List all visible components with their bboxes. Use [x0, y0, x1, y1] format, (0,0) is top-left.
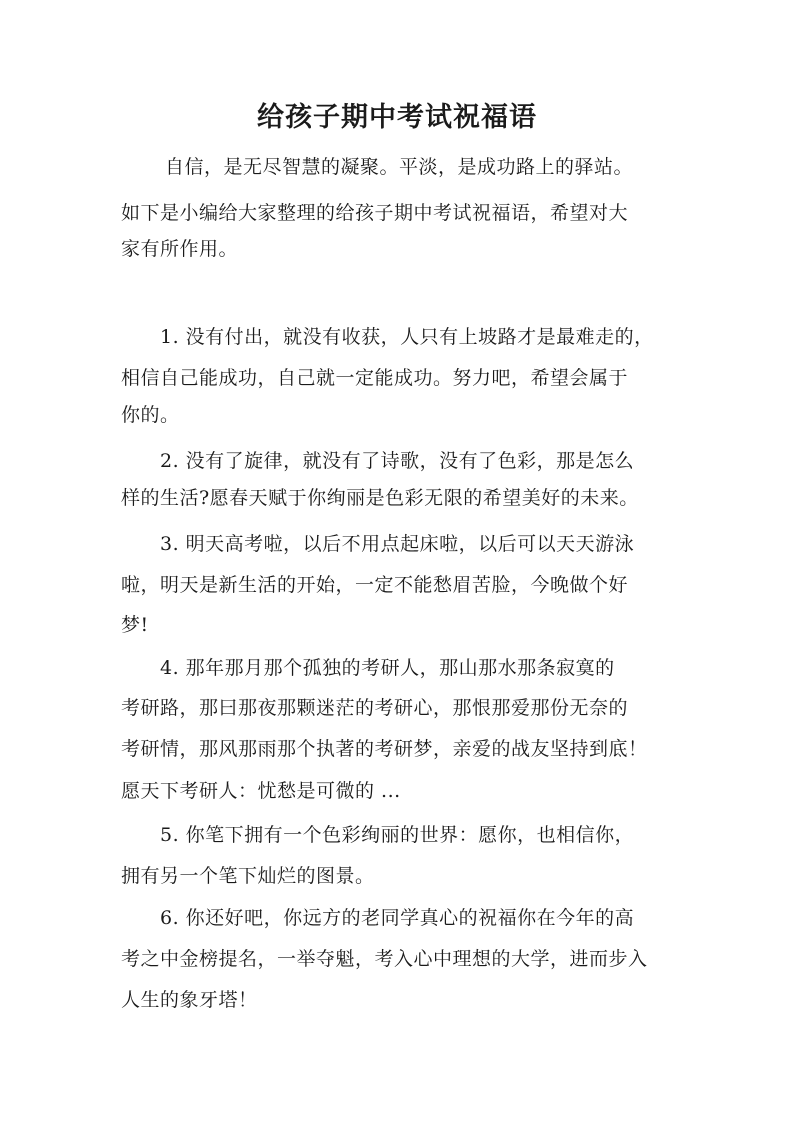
page-title: 给孩子期中考试祝福语: [257, 102, 537, 133]
list-item-line: 5. 你笔下拥有一个色彩绚丽的世界：愿你，也相信你，: [160, 824, 635, 846]
intro-line: 家有所作用。: [121, 238, 239, 260]
list-item-line: 样的生活?愿春天赋于你绚丽是色彩无限的希望美好的未来。: [121, 487, 639, 509]
list-item-line: 考研路，那曰那夜那颗迷茫的考研心，那恨那爱那份无奈的: [121, 697, 629, 719]
list-item-line: 3. 明天高考啦，以后不用点起床啦，以后可以天天游泳: [160, 533, 635, 555]
list-item-line: 1. 没有付出，就没有收获，人只有上坡路才是最难走的，: [160, 326, 654, 348]
list-item-line: 拥有另一个笔下灿烂的图景。: [121, 865, 375, 887]
list-item-line: 考之中金榜提名，一举夺魁，考入心中理想的大学，进而步入: [121, 948, 648, 970]
list-item-line: 你的。: [121, 404, 180, 426]
list-item-line: 梦!: [121, 614, 149, 636]
list-item-line: 6. 你还好吧，你远方的老同学真心的祝福你在今年的高: [160, 907, 635, 929]
list-item-line: 愿天下考研人：忧愁是可微的 ...: [121, 780, 401, 802]
list-item-line: 4. 那年那月那个孤独的考研人，那山那水那条寂寞的: [160, 657, 615, 679]
list-item-line: 人生的象牙塔！: [121, 989, 258, 1011]
list-item-line: 啦，明天是新生活的开始，一定不能愁眉苦脸，今晚做个好: [121, 574, 629, 596]
list-item-line: 考研情，那风那雨那个执著的考研梦，亲爱的战友坚持到底！: [121, 738, 648, 760]
intro-line: 如下是小编给大家整理的给孩子期中考试祝福语，希望对大: [121, 202, 629, 224]
list-item-line: 2. 没有了旋律，就没有了诗歌，没有了色彩，那是怎么: [160, 450, 635, 472]
list-item-line: 相信自己能成功，自己就一定能成功。努力吧，希望会属于: [121, 367, 629, 389]
intro-line: 自信，是无尽智慧的凝聚。平淡，是成功路上的驿站。: [165, 156, 634, 178]
